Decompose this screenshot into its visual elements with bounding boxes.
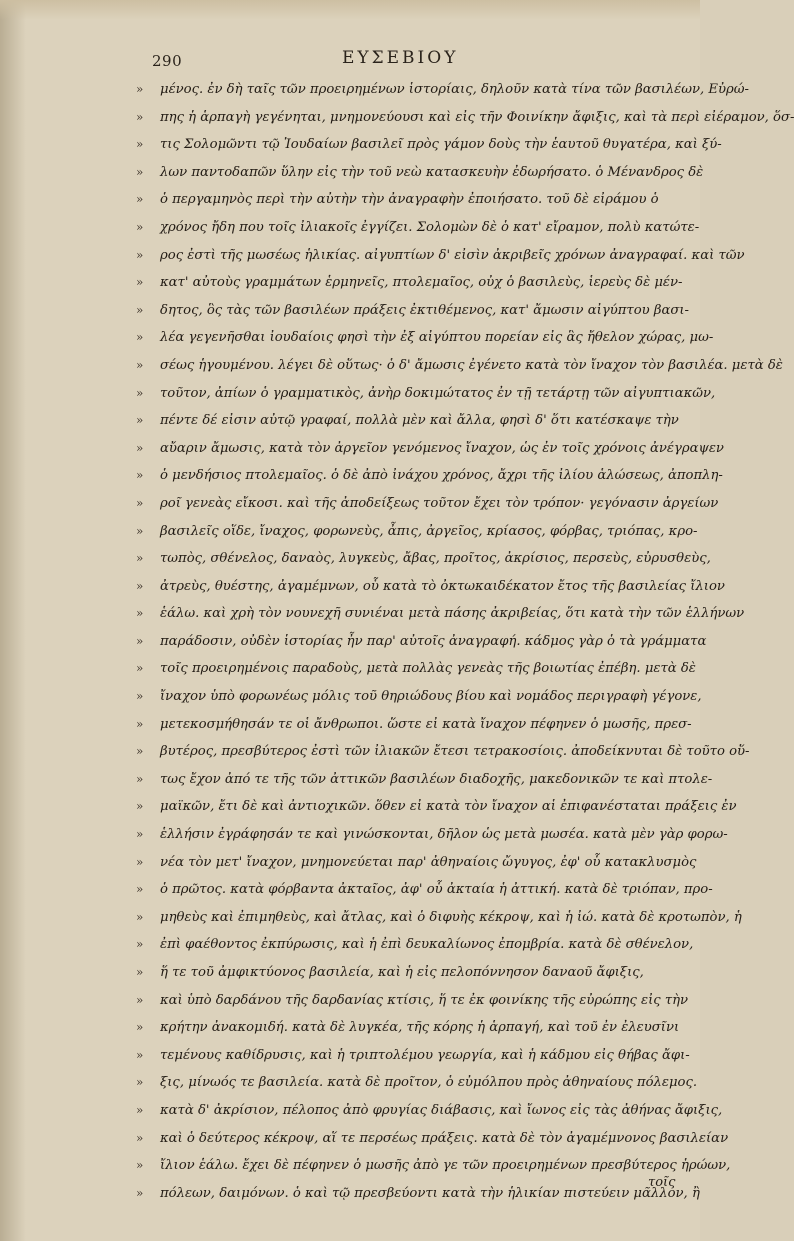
line-text: μένος. ἐν δὴ ταῖς τῶν προειρημένων ἱστορίαις, δηλοῦν κατὰ τίνα τῶν βασιλέων, Εὐρώ-: [160, 82, 750, 97]
quotation-marker: »: [136, 109, 144, 124]
text-line: [136, 518, 698, 546]
line-text: ρος ἐστὶ τῆς μωσέως ἡλικίας. αἰγυπτίων δ' εἰσὶν ἀκριβεῖς χρόνων ἀναγραφαί. καὶ τῶν: [160, 247, 745, 263]
main-text-block: [136, 76, 794, 1207]
quotation-marker: »: [136, 275, 144, 290]
line-text: πόλεων, δαιμόνων. ὁ καὶ τῷ πρεσβεύοντι κατὰ τὴν ἡλικίαν πιστεύειν μᾶλλον, ἢ: [160, 1185, 700, 1201]
line-text: καὶ ὑπὸ δαρδάνου τῆς δαρδανίας κτίσις, ἥ τε ἐκ φοινίκης τῆς εὐρώπης εἰς τὴν: [160, 992, 689, 1008]
text-line: [136, 793, 737, 821]
text-line: [136, 766, 713, 794]
quotation-marker: »: [136, 330, 144, 345]
line-text: πέντε δέ εἰσιν αὐτῷ γραφαί, πολλὰ μὲν καὶ ἄλλα, φησὶ δ' ὅτι κατέσκαψε τὴν: [160, 413, 679, 429]
quotation-marker: »: [136, 495, 144, 510]
text-line: [136, 1125, 729, 1153]
quotation-marker: »: [136, 385, 144, 400]
line-text: τως ἔχον ἀπό τε τῆς τῶν ἀττικῶν βασιλέων διαδοχῆς, μακεδονικῶν τε καὶ πτολε-: [160, 771, 713, 787]
line-text: ὁ περγαμηνὸς περὶ τὴν αὐτὴν τὴν ἀναγραφὴν ἐποιήσατο. τοῦ δὲ εἰράμου ὁ: [160, 192, 659, 208]
text-line: [136, 987, 689, 1015]
line-text: μαϊκῶν, ἔτι δὲ καὶ ἀντιοχικῶν. ὅθεν εἰ κατὰ τὸν ἴναχον αἱ ἐπιφανέσταται πράξεις ἐν: [160, 799, 737, 815]
quotation-marker: »: [136, 357, 144, 372]
line-text: δητος, ὃς τὰς τῶν βασιλέων πράξεις ἐκτιθέμενος, κατ' ἄμωσιν αἰγύπτου βασι-: [160, 302, 690, 318]
line-text: βυτέρος, πρεσβύτερος ἐστὶ τῶν ἰλιακῶν ἔτεσι τετρακοσίοις. ἀποδείκνυται δὲ τοῦτο οὕ-: [160, 744, 750, 760]
text-line: [136, 407, 679, 435]
line-text: τοῖς προειρημένοις παραδοὺς, μετὰ πολλὰς γενεὰς τῆς βοιωτίας ἐπέβη. μετὰ δὲ: [160, 661, 696, 677]
line-text: ἥ τε τοῦ ἀμφικτύονος βασιλεία, καὶ ἡ εἰς πελοπόννησον δαναοῦ ἄφιξις,: [160, 965, 644, 980]
text-line: [136, 242, 745, 270]
line-text: ἀτρεὺς, θυέστης, ἀγαμέμνων, οὗ κατὰ τὸ ὀκτωκαιδέκατον ἔτος τῆς βασιλείας ἴλιον: [160, 578, 725, 594]
line-text: τωπὸς, σθένελος, δαναὸς, λυγκεὺς, ἄβας, προῖτος, ἀκρίσιος, περσεὺς, εὐρυσθεὺς,: [160, 551, 711, 567]
text-line: [136, 821, 728, 849]
line-text: κατὰ δ' ἀκρίσιον, πέλοπος ἀπὸ φρυγίας διάβασις, καὶ ἴωνος εἰς τὰς ἀθήνας ἄφιξις,: [160, 1102, 723, 1118]
quotation-marker: »: [136, 1102, 144, 1117]
quotation-marker: »: [136, 992, 144, 1007]
line-text: ἴλιον ἑάλω. ἔχει δὲ πέφηνεν ὁ μωσῆς ἀπὸ γε τῶν προειρημένων πρεσβύτερος ἡρώων,: [160, 1158, 731, 1174]
line-text: τις Σολομῶντι τῷ Ἰουδαίων βασιλεῖ πρὸς γάμον δοὺς τὴν ἑαυτοῦ θυγατέρα, καὶ ξύ-: [160, 137, 722, 153]
text-line: [136, 1069, 698, 1097]
quotation-marker: »: [136, 551, 144, 566]
quotation-marker: »: [136, 606, 144, 621]
text-line: [136, 76, 750, 104]
quotation-marker: »: [136, 909, 144, 924]
line-text: σέως ἡγουμένου. λέγει δὲ οὕτως· ὁ δ' ἄμωσις ἐγένετο κατὰ τὸν ἴναχον τὸν βασιλέα. μετὰ δὲ: [160, 357, 783, 373]
text-line: [136, 711, 692, 739]
line-text: παράδοσιν, οὐδὲν ἱστορίας ἦν παρ' αὐτοῖς ἀναγραφή. κάδμος γὰρ ὁ τὰ γράμματα: [160, 633, 707, 649]
text-line: [136, 159, 704, 187]
text-line: [136, 683, 702, 711]
line-text: ἴναχον ὑπὸ φορωνέως μόλις τοῦ θηριώδους βίου καὶ νομάδος περιγραφὴ γέγονε,: [160, 689, 702, 705]
text-line: [136, 324, 714, 352]
running-title: ΕΥΣΕΒΙΟΥ: [342, 48, 459, 68]
line-text: πης ἡ ἁρπαγὴ γεγένηται, μνημονεύουσι καὶ εἰς τῆν Φοινίκην ἄφιξις, καὶ τὰ περὶ εἰέραμον, ὅσ-: [160, 109, 794, 125]
quotation-marker: »: [136, 82, 144, 96]
text-line: [136, 1042, 690, 1070]
line-text: τεμένους καθίδρυσις, καὶ ἡ τριπτολέμου γεωργία, καὶ ἡ κάδμου εἰς θήβας ἄφι-: [160, 1047, 690, 1063]
text-line: [136, 435, 724, 463]
text-line: [136, 186, 674, 214]
line-text: βασιλεῖς οἵδε, ἴναχος, φορωνεὺς, ἆπις, ἀργεῖος, κρίασος, φόρβας, τριόπας, κρο-: [160, 523, 698, 539]
quotation-marker: »: [136, 716, 144, 731]
page-edge-shadow: [0, 0, 26, 1241]
quotation-marker: »: [136, 440, 144, 455]
line-text: νέα τὸν μετ' ἴναχον, μνημονεύεται παρ' ἀθηναίοις ὤγυγος, ἐφ' οὗ κατακλυσμὸς: [160, 854, 697, 870]
text-line: [136, 490, 719, 518]
line-text: λέα γεγενῆσθαι ἰουδαίοις φησὶ τὴν ἐξ αἰγύπτου πορείαν εἰς ἃς ἤθελον χώρας, μω-: [160, 330, 714, 346]
line-text: λων παντοδαπῶν ὕλην εἰς τὴν τοῦ νεὼ κατασκευὴν ἐδωρήσατο. ὁ Μένανδρος δὲ: [160, 164, 704, 180]
text-line: [136, 931, 694, 959]
quotation-marker: »: [136, 219, 144, 234]
text-line: [136, 352, 783, 380]
text-line: [136, 104, 794, 132]
line-text: χρόνος ἤδη που τοῖς ἰλιακοῖς ἐγγίζει. Σολομὼν δὲ ὁ κατ' εἴραμον, πολὺ κατώτε-: [160, 219, 700, 235]
quotation-marker: »: [136, 1075, 144, 1090]
line-text: ἑάλω. καὶ χρὴ τὸν νουνεχῆ συνιέναι μετὰ πάσης ἀκριβείας, ὅτι κατὰ τὴν τῶν ἑλλήνων: [160, 606, 745, 622]
line-text: μετεκοσμήθησάν τε οἱ ἄνθρωποι. ὥστε εἰ κατὰ ἴναχον πέφηνεν ὁ μωσῆς, πρεσ-: [160, 716, 692, 732]
quotation-marker: »: [136, 413, 144, 428]
quotation-marker: »: [136, 744, 144, 759]
line-text: ὁ μενδήσιος πτολεμαῖος. ὁ δὲ ἀπὸ ἰνάχου χρόνος, ἄχρι τῆς ἰλίου ἁλώσεως, ἀποπλη-: [160, 468, 723, 484]
line-text: κρήτην ἀνακομιδή. κατὰ δὲ λυγκέα, τῆς κόρης ἡ ἁρπαγή, καὶ τοῦ ἐν ἐλευσῖνι: [160, 1020, 680, 1036]
quotation-marker: »: [136, 661, 144, 676]
line-text: ἐπὶ φαέθοντος ἐκπύρωσις, καὶ ἡ ἐπὶ δευκαλίωνος ἐπομβρία. κατὰ δὲ σθένελον,: [160, 937, 694, 953]
quotation-marker: »: [136, 827, 144, 842]
line-text: ἑλλήσιν ἐγράφησάν τε καὶ γινώσκονται, δῆλον ὡς μετὰ μωσέα. κατὰ μὲν γὰρ φορω-: [160, 827, 728, 843]
line-text: αὔαριν ἄμωσις, κατὰ τὸν ἀργεῖον γενόμενος ἴναχον, ὡς ἐν τοῖς χρόνοις ἀνέγραψεν: [160, 440, 724, 456]
quotation-marker: »: [136, 137, 144, 152]
text-line: [136, 1152, 731, 1180]
text-line: [136, 849, 697, 877]
quotation-marker: »: [136, 771, 144, 786]
line-text: καὶ ὁ δεύτερος κέκροψ, αἵ τε περσέως πράξεις. κατὰ δὲ τὸν ἀγαμέμνονος βασιλείαν: [160, 1130, 729, 1146]
quotation-marker: »: [136, 578, 144, 593]
text-line: [136, 380, 716, 408]
text-line: [136, 214, 700, 242]
quotation-marker: »: [136, 1185, 144, 1200]
page-top-shadow: [0, 0, 700, 20]
text-line: [136, 655, 696, 683]
quotation-marker: »: [136, 882, 144, 897]
page-header: [152, 48, 672, 72]
catchword: τοῖς: [648, 1175, 676, 1190]
line-text: ροῖ γενεὰς εἴκοσι. καὶ τῆς ἀποδείξεως τοῦτον ἔχει τὸν τρόπον· γεγόνασιν ἀργείων: [160, 495, 719, 511]
text-line: [136, 269, 683, 297]
text-line: [136, 1014, 680, 1042]
text-line: [136, 738, 750, 766]
text-line: [136, 1097, 723, 1125]
text-line: [136, 628, 707, 656]
quotation-marker: »: [136, 633, 144, 648]
quotation-marker: »: [136, 192, 144, 207]
line-text: ὁ πρῶτος. κατὰ φόρβαντα ἀκταῖος, ἀφ' οὗ ἀκταία ἡ ἀττική. κατὰ δὲ τριόπαν, προ-: [160, 882, 713, 898]
quotation-marker: »: [136, 1047, 144, 1062]
quotation-marker: »: [136, 164, 144, 179]
quotation-marker: »: [136, 965, 144, 979]
quotation-marker: »: [136, 1158, 144, 1173]
line-text: τοῦτον, ἀπίων ὁ γραμματικὸς, ἀνὴρ δοκιμώτατος ἐν τῇ τετάρτῃ τῶν αἰγυπτιακῶν,: [160, 385, 716, 401]
text-line: [136, 545, 711, 573]
text-line: [136, 904, 742, 932]
quotation-marker: »: [136, 799, 144, 814]
quotation-marker: »: [136, 1020, 144, 1035]
quotation-marker: »: [136, 247, 144, 262]
text-line: [136, 297, 690, 325]
text-line: [136, 462, 723, 490]
line-text: μηθεὺς καὶ ἐπιμηθεὺς, καὶ ἄτλας, καὶ ὁ διφυὴς κέκροψ, καὶ ἡ ἰώ. κατὰ δὲ κροτωπὸν, ἡ: [160, 909, 742, 925]
quotation-marker: »: [136, 468, 144, 483]
quotation-marker: »: [136, 854, 144, 869]
line-text: κατ' αὐτοὺς γραμμάτων ἑρμηνεῖς, πτολεμαῖος, οὐχ ὁ βασιλεὺς, ἱερεὺς δὲ μέν-: [160, 275, 683, 291]
quotation-marker: »: [136, 523, 144, 538]
quotation-marker: »: [136, 1130, 144, 1145]
text-line: [136, 1180, 700, 1208]
text-line: [136, 876, 713, 904]
text-line: [136, 573, 725, 601]
quotation-marker: »: [136, 302, 144, 317]
text-line: [136, 131, 722, 159]
page-number: 290: [152, 52, 183, 70]
quotation-marker: »: [136, 937, 144, 952]
text-line: [136, 959, 674, 987]
line-text: ξις, μίνωός τε βασιλεία. κατὰ δὲ προῖτον, ὁ εὐμόλπου πρὸς ἀθηναίους πόλεμος.: [160, 1075, 698, 1091]
text-line: [136, 600, 745, 628]
quotation-marker: »: [136, 689, 144, 704]
